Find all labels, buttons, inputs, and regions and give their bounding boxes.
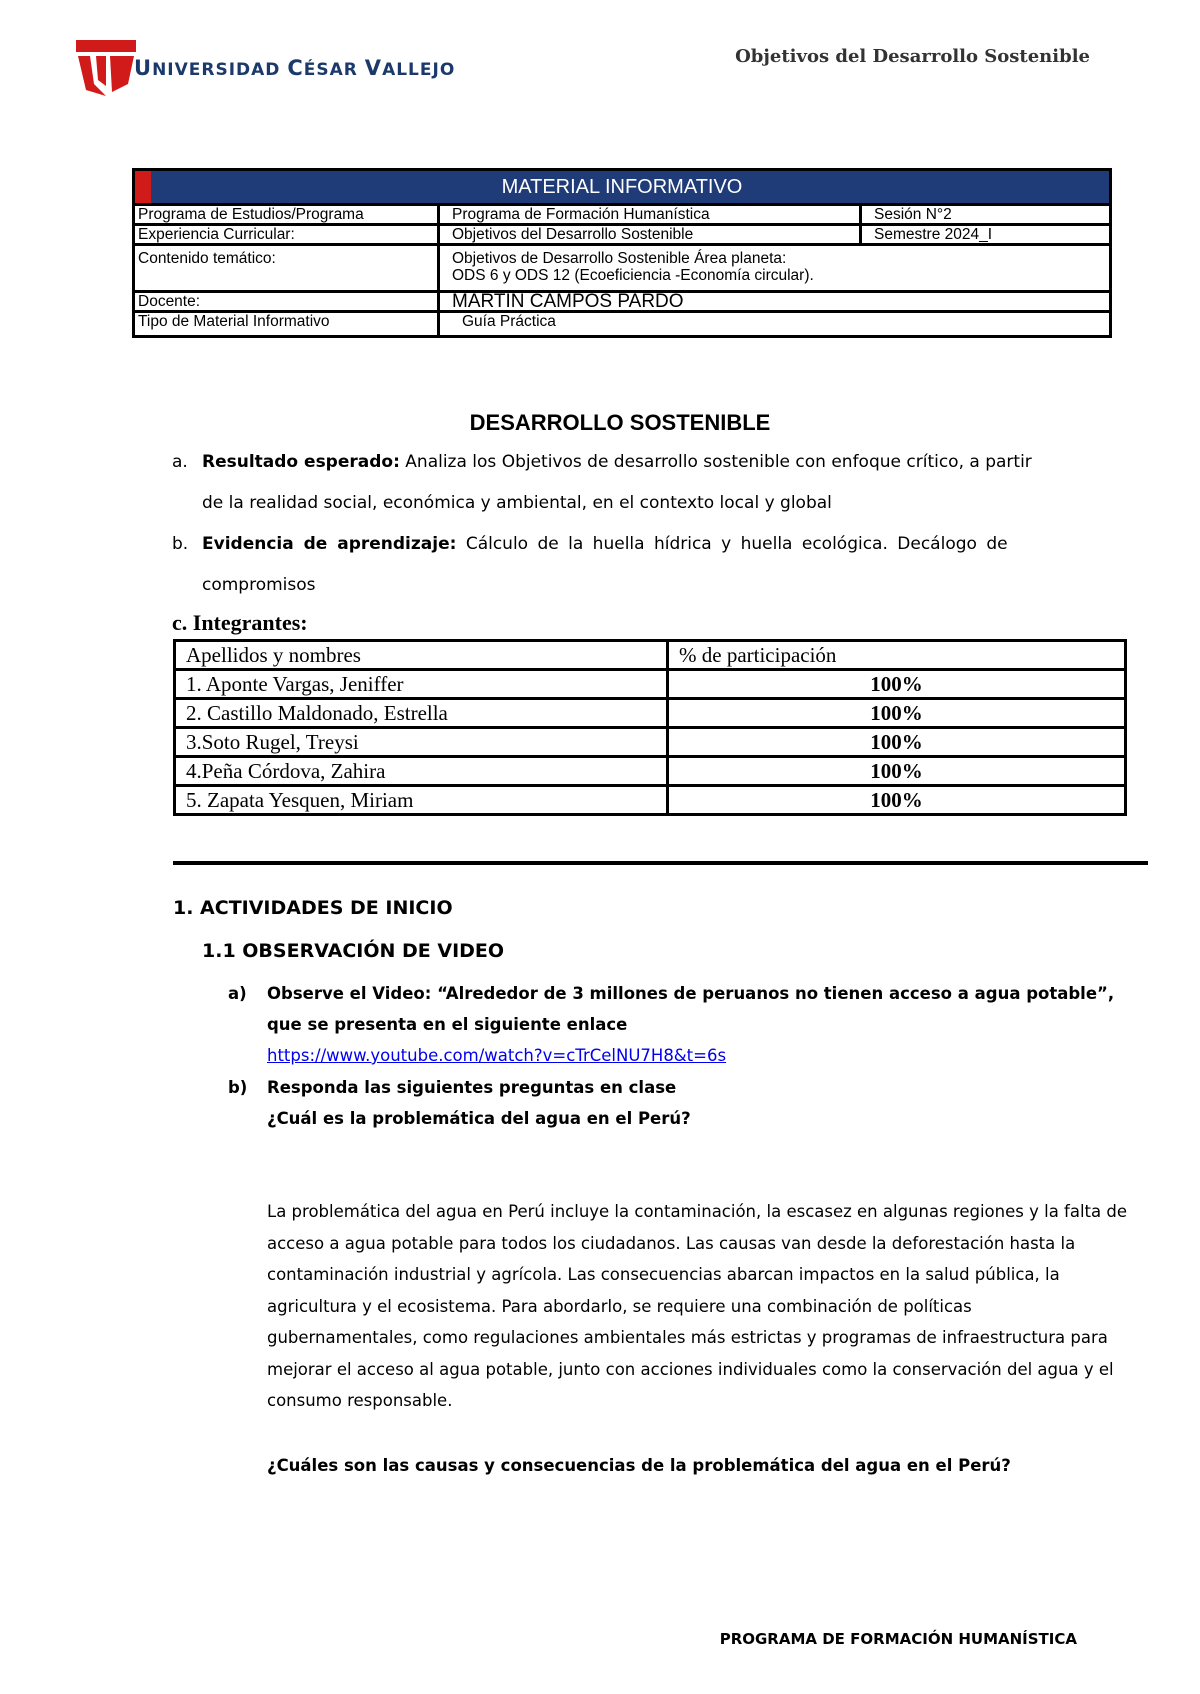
teacher-value: MARTÍN CAMPOS PARDO bbox=[439, 292, 1111, 312]
session-value: Sesión N°2 bbox=[861, 205, 1111, 225]
footer-program: PROGRAMA DE FORMACIÓN HUMANÍSTICA bbox=[719, 1630, 1077, 1648]
item-a-line2: que se presenta en el siguiente enlace bbox=[267, 1015, 628, 1034]
member-pct: 100% bbox=[668, 757, 1126, 786]
material-value: Guía Práctica bbox=[439, 312, 1111, 337]
table-row bbox=[175, 728, 1126, 757]
info-heading: MATERIAL INFORMATIVO bbox=[134, 170, 1111, 205]
university-name: UNIVERSIDAD CÉSAR VALLEJO bbox=[134, 56, 456, 80]
answer-paragraph: La problemática del agua en Perú incluye la contaminación, la escasez en algunas regiones y la falta de acceso a agua potable para todos los ciudadanos. Las causas van desde la deforestación hasta la contaminación industrial y agrícola. Las consecuencias abarcan impactos en la salud pública, la agricultura y el ecosistema. Para abordarlo, se requiere una combinación de políticas gubernamentales, como regulaciones ambientales más estrictas y programas de infraestructura para mejorar el acceso al agua potable, junto con acciones individuales como la conservación del agua y el consumo responsable. bbox=[267, 1202, 1127, 1410]
course-header-title: Objetivos del Desarrollo Sostenible bbox=[735, 46, 1090, 67]
table-row bbox=[175, 786, 1126, 815]
semester-value: Semestre 2024_I bbox=[861, 225, 1111, 245]
main-title: DESARROLLO SOSTENIBLE bbox=[469, 410, 771, 435]
material-label: Tipo de Material Informativo bbox=[134, 312, 439, 337]
member-pct: 100% bbox=[668, 728, 1126, 757]
section-divider bbox=[173, 861, 1148, 865]
video-link[interactable]: https://www.youtube.com/watch?v=cTrCelNU7H8&t=6s bbox=[267, 1046, 727, 1065]
col-name-header: Apellidos y nombres bbox=[175, 641, 668, 670]
outcome-b-marker: b. bbox=[172, 534, 189, 554]
member-pct: 100% bbox=[668, 699, 1126, 728]
experience-value: Objetivos del Desarrollo Sostenible bbox=[439, 225, 861, 245]
program-value: Programa de Formación Humanística bbox=[439, 205, 861, 225]
question-1: ¿Cuál es la problemática del agua en el Perú? bbox=[267, 1109, 691, 1128]
content-label: Contenido temático: bbox=[134, 245, 439, 292]
outcome-a-line1: Resultado esperado: Analiza los Objetivos de desarrollo sostenible con enfoque crítico, a partir bbox=[202, 452, 1032, 472]
members-table bbox=[173, 639, 1127, 816]
outcome-a-line2: de la realidad social, económica y ambiental, en el contexto local y global bbox=[202, 493, 832, 513]
university-logo bbox=[76, 40, 136, 96]
question-2: ¿Cuáles son las causas y consecuencias de la problemática del agua en el Perú? bbox=[267, 1456, 1011, 1475]
experience-label: Experiencia Curricular: bbox=[134, 225, 439, 245]
video-heading: 1.1 OBSERVACIÓN DE VIDEO bbox=[202, 940, 505, 962]
teacher-label: Docente: bbox=[134, 292, 439, 312]
item-b-marker: b) bbox=[228, 1078, 248, 1097]
outcome-b-line2: compromisos bbox=[202, 575, 316, 595]
table-row bbox=[175, 670, 1126, 699]
member-name: 1. Aponte Vargas, Jeniffer bbox=[175, 670, 668, 699]
activities-heading: 1. ACTIVIDADES DE INICIO bbox=[173, 897, 453, 919]
member-pct: 100% bbox=[668, 786, 1126, 815]
member-name: 4.Peña Córdova, Zahira bbox=[175, 757, 668, 786]
member-name: 3.Soto Rugel, Treysi bbox=[175, 728, 668, 757]
outcome-a-marker: a. bbox=[172, 452, 188, 472]
program-label: Programa de Estudios/Programa bbox=[134, 205, 439, 225]
member-pct: 100% bbox=[668, 670, 1126, 699]
item-a-marker: a) bbox=[228, 984, 247, 1003]
item-a-line1: Observe el Video: “Alrededor de 3 millones de peruanos no tienen acceso a agua potable”, bbox=[267, 984, 1115, 1003]
info-table bbox=[132, 168, 1112, 338]
table-row bbox=[175, 757, 1126, 786]
members-title: c. Integrantes: bbox=[172, 610, 308, 635]
content-value: Objetivos de Desarrollo Sostenible Área planeta: ODS 6 y ODS 12 (Ecoeficiencia -Economía circular). bbox=[439, 245, 1111, 292]
member-name: 5. Zapata Yesquen, Miriam bbox=[175, 786, 668, 815]
member-name: 2. Castillo Maldonado, Estrella bbox=[175, 699, 668, 728]
item-b-line1: Responda las siguientes preguntas en clase bbox=[267, 1078, 677, 1097]
table-row bbox=[175, 699, 1126, 728]
outcome-b-line1: Evidencia de aprendizaje: Cálculo de la huella hídrica y huella ecológica. Decálogo de bbox=[202, 534, 1008, 554]
col-pct-header: % de participación bbox=[668, 641, 1126, 670]
